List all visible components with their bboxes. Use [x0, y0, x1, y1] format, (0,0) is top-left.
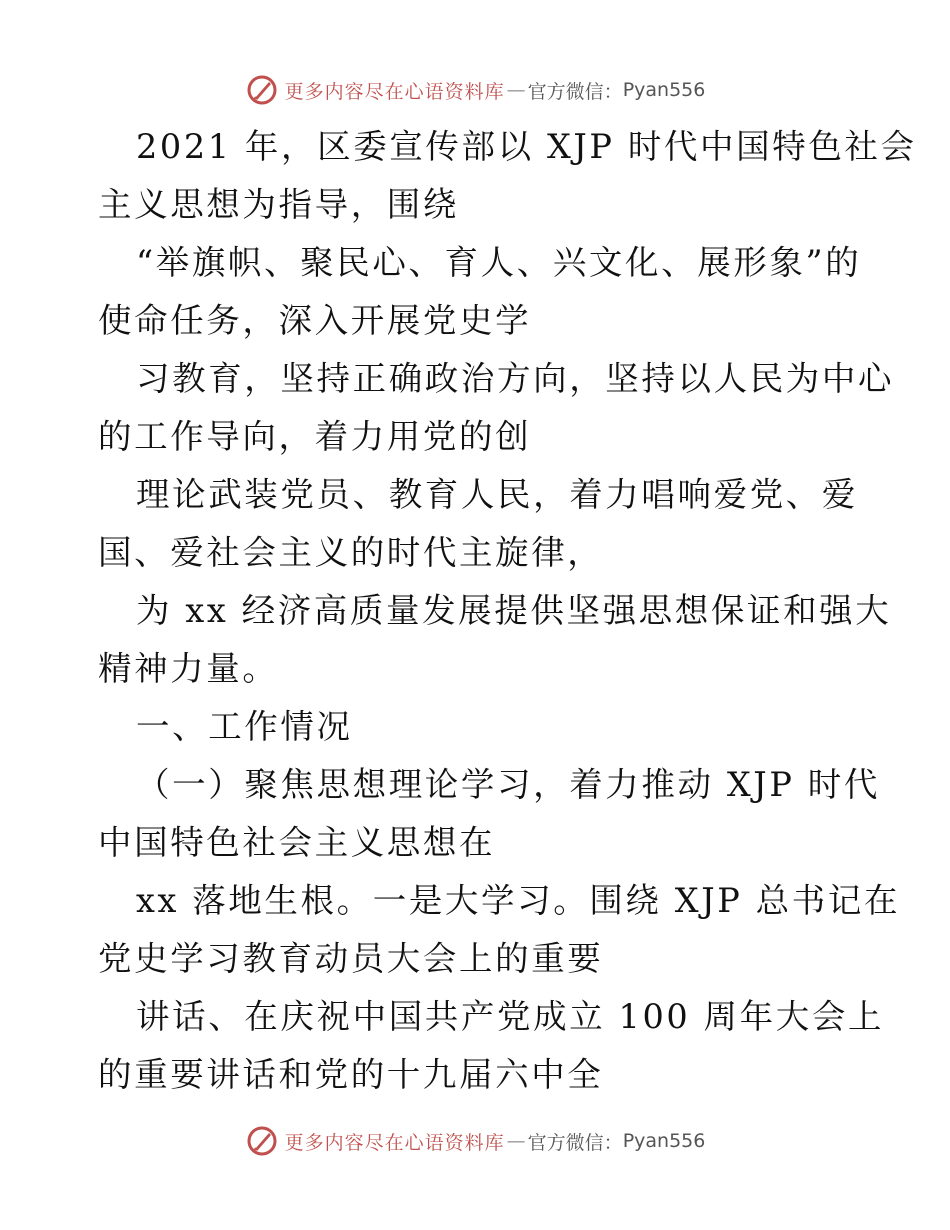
text-line: 2021 年，区委宣传部以 XJP 时代中国特色社会	[136, 127, 917, 166]
text-line: xx 落地生根。一是大学习。围绕 XJP 总书记在	[136, 881, 901, 920]
text-line: 为 xx 经济高质量发展提供坚强思想保证和强大	[136, 591, 892, 630]
watermark-wechat-label: 官方微信：	[527, 80, 623, 103]
subsection-heading: （一）聚焦思想理论学习，着力推动 XJP 时代	[136, 765, 880, 804]
text-line: 党史学习教育动员大会上的重要	[98, 939, 604, 978]
text-line: 的重要讲话和党的十九届六中全	[98, 1055, 604, 1094]
section-heading: 一、工作情况	[136, 707, 353, 746]
watermark-wechat-id: Pyan556	[622, 1130, 706, 1152]
text-line: 的工作导向，着力用党的创	[98, 417, 532, 456]
watermark-wechat-label: 官方微信：	[527, 1131, 623, 1154]
feather-pen-logo-icon	[245, 73, 279, 107]
watermark-dash: —	[506, 79, 526, 101]
watermark-wechat-id: Pyan556	[622, 79, 706, 101]
footer-watermark	[0, 1121, 950, 1161]
watermark-text: 更多内容尽在心语资料库	[284, 1131, 505, 1154]
text-line: 使命任务，深入开展党史学	[98, 301, 532, 340]
text-line: 习教育，坚持正确政治方向，坚持以人民为中心	[136, 359, 895, 398]
text-line: 理论武装党员、教育人民，着力唱响爱党、爱	[136, 475, 858, 514]
header-watermark	[0, 70, 950, 110]
document-body	[98, 118, 917, 1104]
text-line: 主义思想为指导，围绕	[98, 185, 459, 224]
text-line: 精神力量。	[98, 649, 279, 688]
text-line: “举旗帜、聚民心、育人、兴文化、展形象”的	[136, 243, 862, 282]
watermark-text: 更多内容尽在心语资料库	[284, 80, 505, 103]
watermark-dash: —	[506, 1130, 526, 1152]
text-line: 国、爱社会主义的时代主旋律，	[98, 533, 604, 572]
text-line: 中国特色社会主义思想在	[98, 823, 496, 862]
text-line: 讲话、在庆祝中国共产党成立 100 周年大会上	[136, 997, 885, 1036]
feather-pen-logo-icon	[245, 1124, 279, 1158]
